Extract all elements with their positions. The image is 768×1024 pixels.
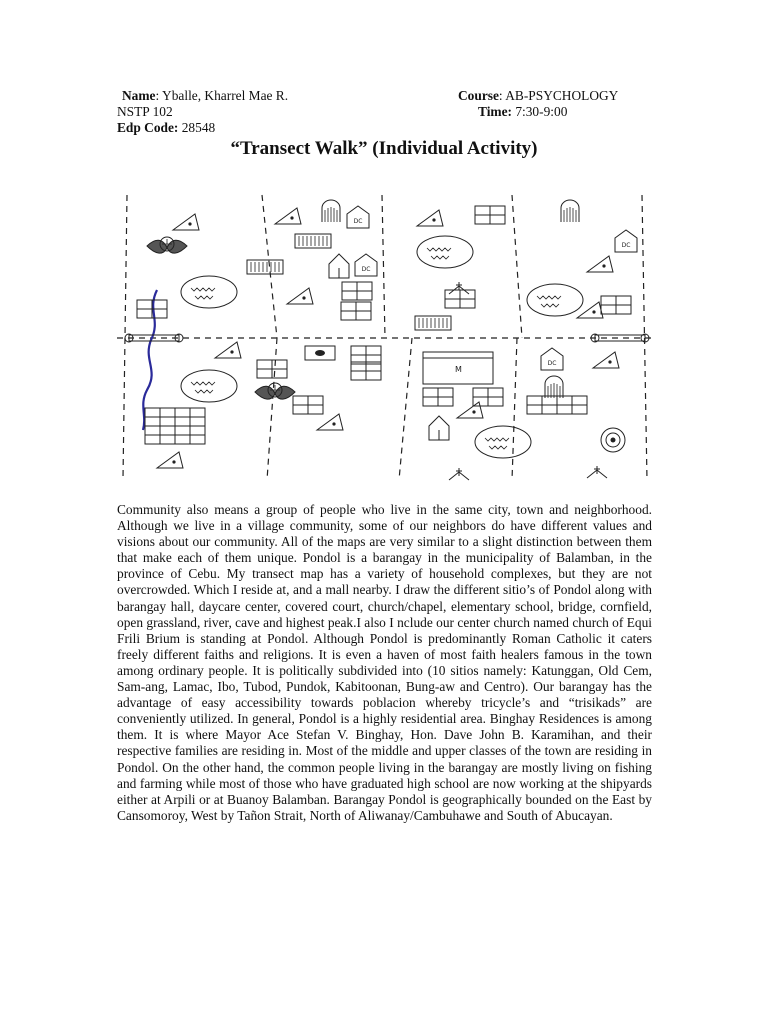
- house-icon: [215, 342, 241, 358]
- building-icon: [557, 396, 587, 414]
- peak-icon: [601, 428, 625, 452]
- cave-icon: [561, 200, 579, 222]
- course-value: : AB-PSYCHOLOGY: [498, 88, 619, 103]
- edp-value: 28548: [178, 120, 216, 135]
- name-value: : Yballe, Kharrel Mae R.: [155, 88, 289, 103]
- body-paragraph: Community also means a group of people who live in the same city, town and neighborhood. Although we live in a village community, some of our neighbors do have different values and visions about our community. All of the maps are very similar to a slight distinction between them that make each of them unique. Pondol is a barangay in the municipality of Balamban, in the province of Cebu. My transect map has a variety of household complexes, but they are not overcrowded. Which I reside at, and a mall nearby. I draw the different sitio’s of Pondol along with barangay hall, daycare center, covered court, church/chapel, elementary school, bridge, cornfield, open grassland, river, cave and highest peak.I also I nclude our center church named church of Equi Frili Brium is standing at Pondol. Although Pondol is predominantly Roman Catholic it caters freely different faiths and religions. It is even a haven of most faith healers famous in the town among ordinary people. It is politically subdivided into (10 sitios namely: Katunggan, Old Cem, Sam-ang, Lamac, Ibo, Tubod, Pundok, Kabitoonan, Bung-aw and Centro). Our barangay has the advantage of easy accessibility towards poblacion whereby tricycle’s and “trisikads” are conveniently utilized. In general, Pondol is a highly residential area. Binghay Residences is among them. It is where Mayor Ace Stefan V. Binghay, Hon. Dave John B. Karamihan, and their respective families are residing in. Most of the middle and upper classes of the town are residing in Pondol. On the other hand, the common people living in the barangay are mostly living on fishing and farming while most of those who have graduated high school are now working at the shipyards either at Arpili or at Buanoy Balamban. Barangay Pondol is geographically bounded on the East by Cansomoroy, West by Tañon Strait, North of Aliwanay/Cambuhawe and South of Abucayan.: [117, 502, 652, 823]
- cornfield-icon: [255, 383, 295, 399]
- building-icon: [137, 300, 167, 318]
- grassland-icon: [527, 284, 583, 316]
- house-icon: [587, 256, 613, 272]
- time-line: [478, 104, 567, 120]
- name-line: [122, 88, 288, 104]
- building-icon: [351, 346, 381, 364]
- building-icon: [527, 396, 557, 414]
- house-icon: [457, 402, 483, 418]
- house-icon: [157, 452, 183, 468]
- house-icon: [275, 208, 301, 224]
- name-label: Name: [122, 88, 156, 103]
- school-icon: [415, 316, 451, 330]
- subject-line: NSTP 102: [117, 104, 173, 119]
- daycare-icon: [355, 254, 377, 276]
- building-icon: [601, 296, 631, 314]
- mall: [423, 352, 493, 384]
- grassland-icon: [417, 236, 473, 268]
- covered-court: [305, 346, 335, 360]
- church-icon: [449, 468, 469, 480]
- daycare-icon: [615, 230, 637, 252]
- grassland-icon: [181, 276, 237, 308]
- church-icon: [587, 466, 607, 478]
- chapel-icon: [449, 282, 469, 294]
- edp-label: Edp Code:: [117, 120, 179, 135]
- building-icon: [475, 206, 505, 224]
- school-icon: [247, 260, 283, 274]
- map-frame: [117, 195, 651, 480]
- grassland-icon: [475, 426, 531, 458]
- building-icon: [257, 360, 287, 378]
- house-icon: [173, 214, 199, 230]
- house-icon: [593, 352, 619, 368]
- bridge-east: [591, 334, 649, 342]
- transect-map: DC M: [117, 190, 651, 486]
- mall-label: M: [455, 365, 462, 374]
- building-icon: [342, 282, 372, 300]
- cave-icon: [322, 200, 340, 222]
- house-icon: [287, 288, 313, 304]
- course-line: [458, 88, 618, 104]
- edp-line: [117, 120, 215, 136]
- building-icon: [293, 396, 323, 414]
- building-icon: [351, 362, 381, 380]
- time-value: 7:30-9:00: [511, 104, 568, 119]
- time-label: Time:: [478, 104, 512, 119]
- course-label: Course: [458, 88, 499, 103]
- house-icon: [329, 254, 349, 278]
- barangay-hall-icon: [429, 416, 449, 440]
- building-icon: [341, 302, 371, 320]
- building-icon: [145, 426, 175, 444]
- grassland-icon: [181, 370, 237, 402]
- house-icon: [317, 414, 343, 430]
- building-icon: [445, 290, 475, 308]
- document-title: “Transect Walk” (Individual Activity): [230, 138, 538, 159]
- cave-icon: [545, 376, 563, 398]
- house-icon: [417, 210, 443, 226]
- building-icon: [175, 426, 205, 444]
- building-icon: [423, 388, 453, 406]
- building-icon: [145, 408, 175, 426]
- cornfield-icon: [147, 237, 187, 253]
- daycare-icon: [347, 206, 369, 228]
- school-icon: [295, 234, 331, 248]
- building-icon: [175, 408, 205, 426]
- daycare-icon: [541, 348, 563, 370]
- house-icon: [577, 302, 603, 318]
